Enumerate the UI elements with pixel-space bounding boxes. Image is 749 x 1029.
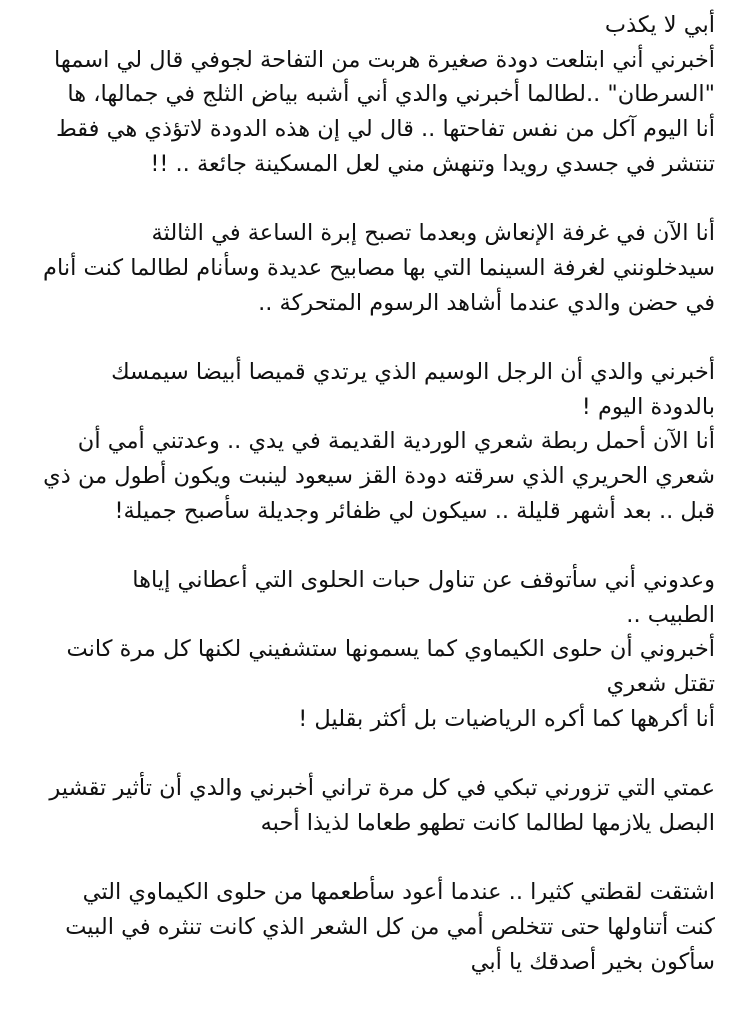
text-line: كنت أتناولها حتى تتخلص أمي من كل الشعر الذي كانت تنثره في البيت — [65, 913, 715, 940]
paragraph-spacer — [20, 320, 715, 355]
paragraph-6 — [20, 875, 715, 979]
paragraph-1 — [20, 43, 715, 182]
paragraph-spacer — [20, 736, 715, 771]
document-body — [0, 8, 749, 979]
paragraph-spacer — [20, 528, 715, 563]
text-line: أخبروني أن حلوى الكيماوي كما يسمونها ستشفيني لكنها كل مرة كانت — [66, 636, 715, 663]
text-line: أنا الآن في غرفة الإنعاش وبعدما تصبح إبرة الساعة في الثالثة — [151, 220, 715, 247]
text-line: في حضن والدي عندما أشاهد الرسوم المتحركة .. — [258, 289, 715, 316]
text-line: أخبرني أني ابتلعت دودة صغيرة هربت من التفاحة لجوفي قال لي اسمها — [53, 46, 715, 73]
text-line: "السرطان" ..لطالما أخبرني والدي أني أشبه بياض الثلج في جمالها، ها — [67, 81, 715, 108]
paragraph-2 — [20, 216, 715, 320]
text-line: قبل .. بعد أشهر قليلة .. سيكون لي ظفائر وجديلة سأصبح جميلة! — [114, 497, 715, 524]
text-line: الطبيب .. — [626, 601, 715, 628]
text-line: أخبرني والدي أن الرجل الوسيم الذي يرتدي قميصا أبيضا سيمسك — [111, 358, 715, 385]
text-line: تنتشر في جسدي رويدا وتنهش مني لعل المسكينة جائعة .. !! — [150, 150, 715, 177]
text-line: أنا الآن أحمل ربطة شعري الوردية القديمة في يدي .. وعدتني أمي أن — [77, 428, 715, 455]
text-line: سيدخلونني لغرفة السينما التي بها مصابيح عديدة وسأنام لطالما كنت أنام — [43, 254, 715, 281]
paragraph-4 — [20, 563, 715, 736]
text-line: البصل يلازمها لطالما كانت تطهو طعاما لذيذا أحبه — [260, 809, 715, 836]
paragraph-3 — [20, 355, 715, 528]
document-title: أبي لا يكذب — [604, 12, 715, 38]
paragraph-5 — [20, 771, 715, 840]
text-line: بالدودة اليوم ! — [581, 393, 715, 420]
text-line: اشتقت لقطتي كثيرا .. عندما أعود سأطعمها من حلوى الكيماوي التي — [82, 879, 715, 906]
text-line: شعري الحريري الذي سرقته دودة القز سيعود لينبت ويكون أطول من ذي — [43, 462, 715, 489]
text-line: تقتل شعري — [606, 671, 715, 698]
text-line: سأكون بخير أصدقك يا أبي — [470, 948, 715, 975]
text-line: أنا اليوم آكل من نفس تفاحتها .. قال لي إن هذه الدودة لاتؤذي هي فقط — [55, 116, 715, 143]
text-line: عمتي التي تزورني تبكي في كل مرة تراني أخبرني والدي أن تأثير تقشير — [49, 775, 715, 802]
paragraph-spacer — [20, 181, 715, 216]
text-line: وعدوني أني سأتوقف عن تناول حبات الحلوى التي أعطاني إياها — [132, 567, 715, 593]
text-line: أنا أكرهها كما أكره الرياضيات بل أكثر بقليل ! — [298, 705, 715, 732]
paragraph-spacer — [20, 841, 715, 876]
